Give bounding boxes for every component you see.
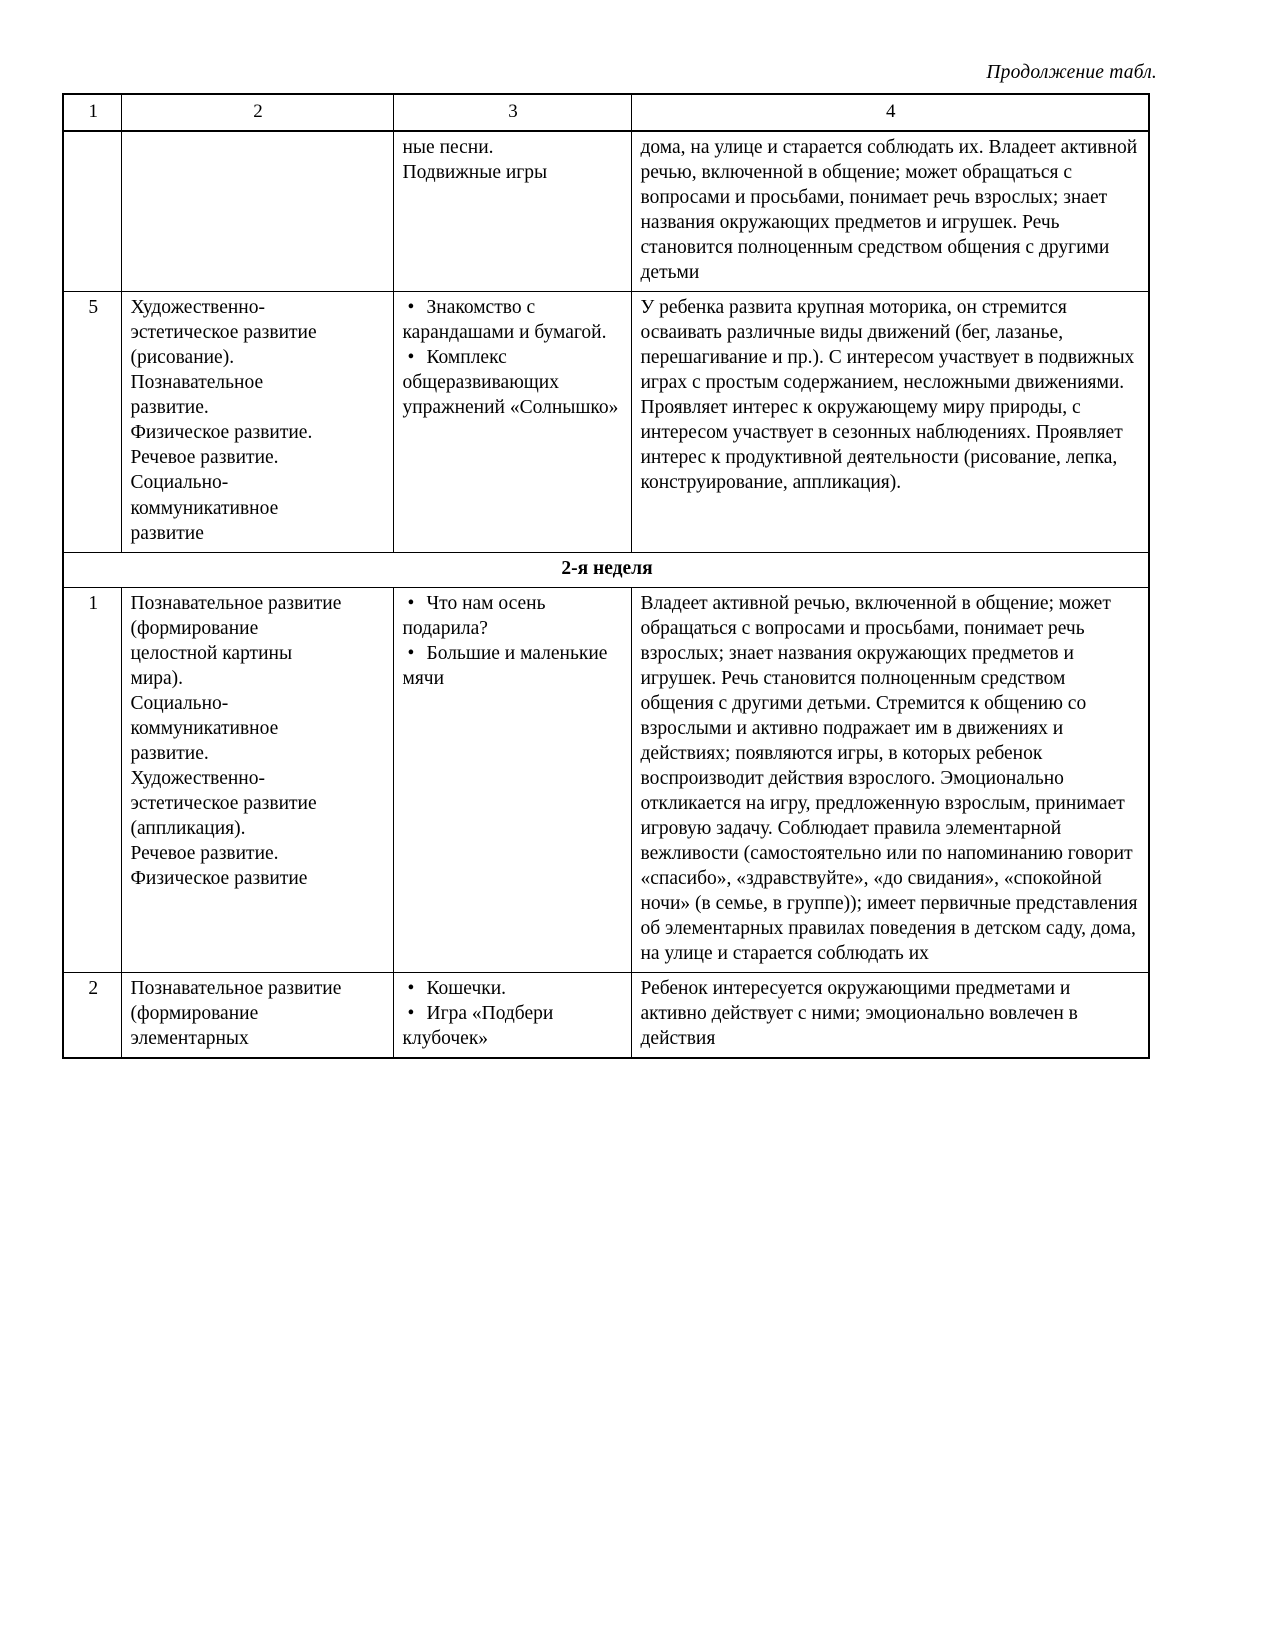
- activity-line: Социально-: [130, 692, 229, 714]
- activity-line: Художественно-: [130, 767, 265, 789]
- list-item-label: Что нам осень подарила?: [402, 592, 546, 639]
- activity-line: мира).: [130, 667, 184, 689]
- row-outcome-cell: Ребенок интересуется окружающими предметами и активно действует с ними; эмоционально вовлечен в действия: [631, 973, 1149, 1059]
- list-item: [403, 591, 624, 641]
- table-row: [63, 131, 1149, 292]
- list-item-label: Комплекс общеразвивающих упражнений «Солнышко»: [402, 347, 619, 419]
- list-item: [403, 1001, 624, 1051]
- activity-line: (аппликация).: [130, 818, 246, 840]
- planning-table: [62, 93, 1150, 1059]
- activity-line: элементарных: [130, 1028, 249, 1050]
- table-row: [63, 292, 1149, 552]
- row-number-cell: 1: [63, 587, 121, 973]
- row-outcome-cell: У ребенка развита крупная моторика, он стремится осваивать различные виды движений (бег, лазанье, перешагивание и пр.). С интересом участвует в подвижных играх с простым содержанием, несложными движениями. Проявляет интерес к окружающему миру природы, с интересом участвует в сезонных наблюдениях. Проявляет интерес к продуктивной деятельности (рисование, лепка, конструирование, аппликация).: [631, 292, 1149, 552]
- row-activity-cell: [121, 587, 393, 973]
- activity-line: эстетическое развитие: [130, 322, 317, 344]
- activity-line: Социально-: [130, 472, 229, 494]
- list-item: [403, 345, 624, 420]
- activity-line: (рисование).: [130, 347, 235, 369]
- activity-line: Речевое развитие.: [130, 843, 279, 865]
- content-bullet-list: [403, 295, 624, 420]
- table-row: [63, 587, 1149, 973]
- column-header-4: 4: [631, 94, 1149, 130]
- activity-line: (формирование: [130, 1003, 259, 1025]
- list-item-label: Большие и маленькие мячи: [402, 642, 608, 689]
- column-header-3: 3: [393, 94, 631, 130]
- content-line: ные песни.: [402, 136, 494, 158]
- activity-line: развитие.: [130, 397, 209, 419]
- bullet-icon: •: [407, 642, 415, 664]
- activity-line: (формирование: [130, 617, 259, 639]
- activity-line: целостной картины: [130, 642, 293, 664]
- table-header-row: [63, 94, 1149, 130]
- activity-line: Познавательное: [130, 372, 264, 394]
- content-bullet-list: [403, 976, 624, 1051]
- activity-line: Художественно-: [130, 297, 265, 319]
- activity-line: коммуникативное: [130, 497, 279, 519]
- list-item-label: Знакомство с карандашами и бумагой.: [402, 297, 607, 344]
- activity-line: коммуникативное: [130, 717, 279, 739]
- column-header-1: 1: [63, 94, 121, 130]
- continuation-label: Продолжение табл.: [986, 62, 1157, 83]
- bullet-icon: •: [407, 592, 415, 614]
- row-activity-cell: [121, 292, 393, 552]
- activity-line: Физическое развитие.: [130, 422, 313, 444]
- activity-line: Речевое развитие.: [130, 447, 279, 469]
- activity-line: развитие.: [130, 742, 209, 764]
- row-outcome-cell: Владеет активной речью, включенной в общение; может обращаться с вопросами и просьбами, понимает речь взрослых; знает названия окружающих предметов и игрушек. Речь становится полноценным средством общения с другими детьми. Стремится к общению со взрослыми и активно подражает им в движениях и действиях; появляются игры, в которых ребенок воспроизводит действия взрослого. Эмоционально откликается на игру, предложенную взрослым, принимает игровую задачу. Соблюдает правила элементарной вежливости (самостоятельно или по напоминанию говорит «спасибо», «здравствуйте», «до свидания», «спокойной ночи» (в семье, в группе)); имеет первичные представления об элементарных правилах поведения в детском саду, дома, на улице и старается соблюдать их: [631, 587, 1149, 973]
- bullet-icon: •: [407, 978, 415, 1000]
- row-activity-cell: [121, 973, 393, 1059]
- list-item: [403, 976, 624, 1001]
- week-separator-row: [63, 552, 1149, 587]
- content-bullet-list: [403, 591, 624, 691]
- row-content-cell: [393, 292, 631, 552]
- content-line: Подвижные игры: [402, 161, 548, 183]
- bullet-icon: •: [407, 347, 415, 369]
- activity-line: Физическое развитие: [130, 868, 308, 890]
- row-number-cell: 5: [63, 292, 121, 552]
- row-number-cell: [63, 131, 121, 292]
- row-outcome-cell: дома, на улице и старается соблюдать их. Владеет активной речью, включенной в общение; может обращаться с вопросами и просьбами, понимает речь взрослых; знает названия окружающих предметов и игрушек. Речь становится полноценным средством общения с другими детьми: [631, 131, 1149, 292]
- list-item-label: Кошечки.: [426, 978, 507, 1000]
- list-item: [403, 295, 624, 345]
- bullet-icon: •: [407, 297, 415, 319]
- bullet-icon: •: [407, 1003, 415, 1025]
- column-header-2: 2: [121, 94, 393, 130]
- row-activity-cell: [121, 131, 393, 292]
- table-row: [63, 973, 1149, 1059]
- activity-line: развитие: [130, 522, 204, 544]
- list-item-label: Игра «Подбери клубочек»: [402, 1003, 554, 1050]
- row-number-cell: 2: [63, 973, 121, 1059]
- list-item: [403, 641, 624, 691]
- row-content-cell: [393, 973, 631, 1059]
- activity-line: Познавательное развитие: [130, 592, 342, 614]
- activity-line: Познавательное развитие: [130, 978, 342, 1000]
- week-separator-label: 2-я неделя: [63, 552, 1149, 587]
- activity-line: эстетическое развитие: [130, 793, 317, 815]
- row-content-cell: [393, 587, 631, 973]
- row-content-cell: [393, 131, 631, 292]
